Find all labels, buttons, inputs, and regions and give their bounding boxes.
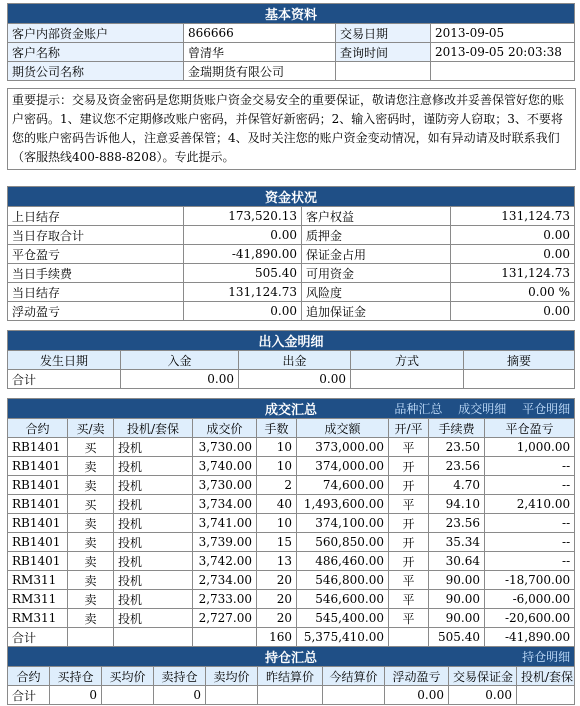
- empty-cell: [68, 628, 114, 647]
- fund-label: 当日手续费: [8, 264, 184, 283]
- trade-fee: 23.56: [429, 457, 485, 476]
- trade-fee: 90.00: [429, 571, 485, 590]
- col-price: 成交价: [193, 419, 257, 438]
- trade-contract: RM311: [8, 571, 68, 590]
- trade-amount: 74,600.00: [297, 476, 389, 495]
- empty-cell: [193, 628, 257, 647]
- col-contract: 合约: [8, 419, 68, 438]
- table-row: [8, 571, 575, 590]
- trade-amount: 546,800.00: [297, 571, 389, 590]
- trade-hedge: 投机: [114, 495, 193, 514]
- important-notice: 重要提示：交易及资金密码是您期货账户资金交易安全的重要保证，敬请您注意修改并妥善保管好您的账户密码。1、建议您不定期修改账户密码，并保管好新密码；2、输入密码时，谨防旁人窃取；3、不要将您的账户密码告诉他人，注意妥善保管；4、及时关注您的账户资金变动情况，如有异动请及时联系我们（客服热线400-888-8208）。专此提示。: [7, 88, 576, 170]
- positions-table: [7, 646, 575, 705]
- col-hedge: 投机/套保: [517, 667, 575, 686]
- table-row: [8, 438, 575, 457]
- trade-fee: 23.56: [429, 514, 485, 533]
- fund-value: 505.40: [184, 264, 302, 283]
- fund-label: 当日结存: [8, 283, 184, 302]
- fund-label: 可用资金: [302, 264, 451, 283]
- trade-open-close: 平: [389, 609, 429, 628]
- fund-value: 131,124.73: [184, 283, 302, 302]
- trade-open-close: 开: [389, 552, 429, 571]
- fund-value: -41,890.00: [184, 245, 302, 264]
- trade-close-pnl: --: [485, 476, 575, 495]
- trade-amount: 486,460.00: [297, 552, 389, 571]
- trade-hedge: 投机: [114, 457, 193, 476]
- trade-hedge: 投机: [114, 476, 193, 495]
- empty-cell: [206, 686, 258, 705]
- table-row: [8, 514, 575, 533]
- basic-info-title: 基本资料: [8, 4, 575, 24]
- total-amount: 5,375,410.00: [297, 628, 389, 647]
- col-close-pnl: 平仓盈亏: [485, 419, 575, 438]
- trade-amount: 546,600.00: [297, 590, 389, 609]
- trade-open-close: 平: [389, 438, 429, 457]
- trade-open-close: 开: [389, 457, 429, 476]
- trade-close-pnl: --: [485, 514, 575, 533]
- trade-fee: 4.70: [429, 476, 485, 495]
- trade-close-pnl: --: [485, 533, 575, 552]
- empty-cell: [336, 62, 431, 81]
- total-pnl: -41,890.00: [485, 628, 575, 647]
- trade-hedge: 投机: [114, 571, 193, 590]
- value-client-name: 曾清华: [184, 43, 336, 62]
- total-label: 合计: [8, 628, 68, 647]
- col-side: 买/卖: [68, 419, 114, 438]
- trade-amount: 560,850.00: [297, 533, 389, 552]
- col-prev-settle: 昨结算价: [258, 667, 323, 686]
- total-lots: 160: [257, 628, 297, 647]
- empty-cell: [351, 370, 464, 389]
- trade-contract: RB1401: [8, 533, 68, 552]
- table-row: [8, 533, 575, 552]
- link-trade-detail[interactable]: 成交明细: [458, 402, 507, 416]
- col-method: 方式: [351, 351, 464, 370]
- table-row: [8, 495, 575, 514]
- trade-side: 卖: [68, 571, 114, 590]
- trade-close-pnl: --: [485, 457, 575, 476]
- trade-amount: 373,000.00: [297, 438, 389, 457]
- table-row: [8, 476, 575, 495]
- trade-lots: 2: [257, 476, 297, 495]
- trade-lots: 13: [257, 552, 297, 571]
- trade-contract: RB1401: [8, 495, 68, 514]
- inout-title: 出入金明细: [8, 331, 575, 351]
- trade-price: 2,727.00: [193, 609, 257, 628]
- trade-side: 卖: [68, 609, 114, 628]
- label-client-name: 客户名称: [8, 43, 184, 62]
- trade-fee: 35.34: [429, 533, 485, 552]
- fund-label: 质押金: [302, 226, 451, 245]
- trade-open-close: 平: [389, 571, 429, 590]
- trade-fee: 23.50: [429, 438, 485, 457]
- trade-close-pnl: -18,700.00: [485, 571, 575, 590]
- trade-side: 卖: [68, 457, 114, 476]
- trade-open-close: 开: [389, 514, 429, 533]
- fund-label: 客户权益: [302, 207, 451, 226]
- trade-price: 3,730.00: [193, 438, 257, 457]
- trade-open-close: 平: [389, 590, 429, 609]
- trade-lots: 15: [257, 533, 297, 552]
- fund-label: 上日结存: [8, 207, 184, 226]
- positions-header: [8, 647, 575, 667]
- total-float: 0.00: [385, 686, 449, 705]
- trade-side: 卖: [68, 552, 114, 571]
- total-buy: 0: [50, 686, 102, 705]
- trade-price: 3,730.00: [193, 476, 257, 495]
- empty-cell: [389, 628, 429, 647]
- trade-close-pnl: --: [485, 552, 575, 571]
- empty-cell: [258, 686, 323, 705]
- trade-lots: 20: [257, 590, 297, 609]
- col-hedge: 投机/套保: [114, 419, 193, 438]
- trade-side: 卖: [68, 590, 114, 609]
- col-float-pnl: 浮动盈亏: [385, 667, 449, 686]
- total-sell: 0: [154, 686, 206, 705]
- total-in: 0.00: [121, 370, 239, 389]
- trade-amount: 545,400.00: [297, 609, 389, 628]
- value-query-time: 2013-09-05 20:03:38: [431, 43, 575, 62]
- label-account: 客户内部资金账户: [8, 24, 184, 43]
- trade-price: 3,741.00: [193, 514, 257, 533]
- col-buy-avg: 买均价: [102, 667, 154, 686]
- basic-info-table: [7, 3, 575, 81]
- trade-lots: 20: [257, 571, 297, 590]
- total-out: 0.00: [239, 370, 351, 389]
- fund-value: 173,520.13: [184, 207, 302, 226]
- col-in: 入金: [121, 351, 239, 370]
- fund-label: 追加保证金: [302, 302, 451, 321]
- trades-header: [8, 399, 575, 419]
- funds-title: 资金状况: [8, 187, 575, 207]
- trade-price: 3,734.00: [193, 495, 257, 514]
- trade-contract: RM311: [8, 590, 68, 609]
- trade-contract: RB1401: [8, 514, 68, 533]
- fund-value: 131,124.73: [451, 264, 575, 283]
- col-sell-avg: 卖均价: [206, 667, 258, 686]
- trade-hedge: 投机: [114, 590, 193, 609]
- table-row: [8, 590, 575, 609]
- label-query-time: 查询时间: [336, 43, 431, 62]
- trades-title: 成交汇总: [265, 403, 318, 418]
- col-lots: 手数: [257, 419, 297, 438]
- trade-close-pnl: 1,000.00: [485, 438, 575, 457]
- fund-label: 当日存取合计: [8, 226, 184, 245]
- table-row: [8, 457, 575, 476]
- trade-lots: 10: [257, 514, 297, 533]
- trade-lots: 20: [257, 609, 297, 628]
- col-open-close: 开/平: [389, 419, 429, 438]
- col-margin: 交易保证金: [449, 667, 517, 686]
- trade-fee: 90.00: [429, 590, 485, 609]
- trade-price: 3,740.00: [193, 457, 257, 476]
- empty-cell: [517, 686, 575, 705]
- trade-contract: RM311: [8, 609, 68, 628]
- link-close-detail[interactable]: 平仓明细: [522, 402, 571, 416]
- deposit-withdraw-table: [7, 330, 575, 389]
- trade-amount: 374,100.00: [297, 514, 389, 533]
- fund-value: 131,124.73: [451, 207, 575, 226]
- label-company: 期货公司名称: [8, 62, 184, 81]
- fund-label: 平仓盈亏: [8, 245, 184, 264]
- col-fee: 手续费: [429, 419, 485, 438]
- trade-hedge: 投机: [114, 438, 193, 457]
- trade-hedge: 投机: [114, 609, 193, 628]
- col-sell-pos: 卖持仓: [154, 667, 206, 686]
- trade-hedge: 投机: [114, 533, 193, 552]
- trades-table: [7, 398, 575, 647]
- trade-side: 卖: [68, 533, 114, 552]
- fund-value: 0.00 %: [451, 283, 575, 302]
- table-row: [8, 552, 575, 571]
- trade-fee: 94.10: [429, 495, 485, 514]
- fund-label: 风险度: [302, 283, 451, 302]
- fund-value: 0.00: [184, 302, 302, 321]
- trade-price: 2,733.00: [193, 590, 257, 609]
- fund-value: 0.00: [184, 226, 302, 245]
- trade-close-pnl: -20,600.00: [485, 609, 575, 628]
- trade-lots: 40: [257, 495, 297, 514]
- col-amount: 成交额: [297, 419, 389, 438]
- trade-contract: RB1401: [8, 457, 68, 476]
- fund-value: 0.00: [451, 226, 575, 245]
- trade-fee: 90.00: [429, 609, 485, 628]
- fund-value: 0.00: [451, 302, 575, 321]
- col-date: 发生日期: [8, 351, 121, 370]
- trade-hedge: 投机: [114, 552, 193, 571]
- total-label: 合计: [8, 370, 121, 389]
- value-trade-date: 2013-09-05: [431, 24, 575, 43]
- trade-side: 卖: [68, 514, 114, 533]
- fund-label: 保证金占用: [302, 245, 451, 264]
- funds-table: [7, 186, 575, 321]
- trade-fee: 30.64: [429, 552, 485, 571]
- trade-contract: RB1401: [8, 438, 68, 457]
- trade-amount: 1,493,600.00: [297, 495, 389, 514]
- trade-open-close: 平: [389, 495, 429, 514]
- positions-title: 持仓汇总: [265, 651, 318, 666]
- link-position-detail[interactable]: 持仓明细: [522, 650, 571, 664]
- col-out: 出金: [239, 351, 351, 370]
- trade-price: 3,739.00: [193, 533, 257, 552]
- trade-price: 2,734.00: [193, 571, 257, 590]
- trade-side: 卖: [68, 476, 114, 495]
- trade-lots: 10: [257, 457, 297, 476]
- col-buy-pos: 买持仓: [50, 667, 102, 686]
- total-label: 合计: [8, 686, 50, 705]
- trade-hedge: 投机: [114, 514, 193, 533]
- value-company: 金瑞期货有限公司: [184, 62, 336, 81]
- label-trade-date: 交易日期: [336, 24, 431, 43]
- total-margin: 0.00: [449, 686, 517, 705]
- trade-close-pnl: 2,410.00: [485, 495, 575, 514]
- empty-cell: [323, 686, 385, 705]
- trade-contract: RB1401: [8, 552, 68, 571]
- empty-cell: [431, 62, 575, 81]
- table-row: [8, 609, 575, 628]
- col-summary: 摘要: [464, 351, 575, 370]
- fund-value: 0.00: [451, 245, 575, 264]
- fund-label: 浮动盈亏: [8, 302, 184, 321]
- empty-cell: [114, 628, 193, 647]
- trade-amount: 374,000.00: [297, 457, 389, 476]
- col-today-settle: 今结算价: [323, 667, 385, 686]
- total-fee: 505.40: [429, 628, 485, 647]
- empty-cell: [464, 370, 575, 389]
- link-variety-summary[interactable]: 品种汇总: [394, 402, 443, 416]
- trade-open-close: 开: [389, 476, 429, 495]
- value-account: 866666: [184, 24, 336, 43]
- col-contract: 合约: [8, 667, 50, 686]
- empty-cell: [102, 686, 154, 705]
- trade-lots: 10: [257, 438, 297, 457]
- trade-close-pnl: -6,000.00: [485, 590, 575, 609]
- trade-side: 买: [68, 495, 114, 514]
- trade-price: 3,742.00: [193, 552, 257, 571]
- trade-open-close: 开: [389, 533, 429, 552]
- trade-side: 买: [68, 438, 114, 457]
- trade-contract: RB1401: [8, 476, 68, 495]
